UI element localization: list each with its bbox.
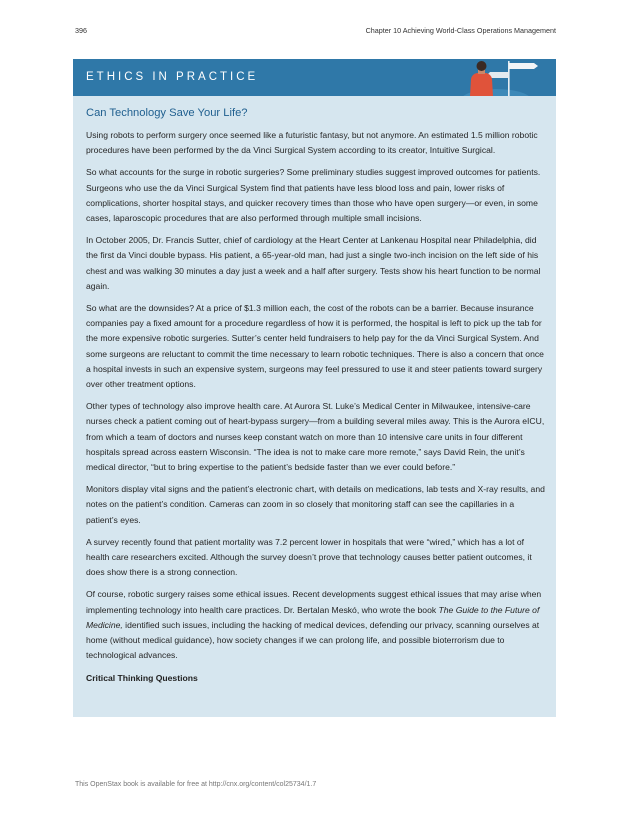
page-header (75, 26, 556, 38)
ethics-feature-box (73, 59, 556, 717)
paragraph: Using robots to perform surgery once seemed like a futuristic fantasy, but not anymore. An estimated 1.5 million robotic procedures have been performed by the da Vinci Surgical System according to its creator, Intuitive Surgical. (86, 130, 538, 156)
chapter-title: Chapter 10 Achieving World-Class Operations Management (365, 26, 556, 35)
paragraph: Monitors display vital signs and the patient’s electronic chart, with details on medications, lab tests and X-ray results, and notes on the patient’s condition. Cameras can zoom in so closely that monitoring staff can see the capillaries in a patient’s eyes. (86, 484, 545, 525)
article-title: Can Technology Save Your Life? (86, 107, 248, 119)
paragraph: A survey recently found that patient mortality was 7.2 percent lower in hospitals that were “wired,” which has a lot of health care researchers excited. Although the survey doesn’t prove that technology causes better patient outcomes, it does show there is a strong connection. (86, 536, 532, 578)
critical-thinking-heading: Critical Thinking Questions (86, 672, 198, 683)
paragraph: So what are the downsides? At a price of $1.3 million each, the cost of the robots can be a barrier. Because insurance companies pay a fixed amount for a procedure regardless of how it is performed, the hospital is left to pick up the tab for the more expensive robotic surgeries. Sutter’s center held fundraisers to help pay for the da Vinci Surgical System. And some surgeons are reluctant to commit the time necessary to learn robotic techniques. There is also a concern that once a hospital invests in such an expensive system, surgeons may feel pressured to use it and steer patients toward surgery over other treatment options. (86, 303, 544, 390)
paragraph: Other types of technology also improve health care. At Aurora St. Luke’s Medical Center in Milwaukee, intensive-care nurses check a patient coming out of heart-bypass surgery—from a building several miles away. This is the Aurora eICU, from which a team of doctors and nurses keep constant watch on more than 10 intensive care units in four different hospitals spread across eastern Wisconsin. “The idea is not to make care more remote,” says David Rein, the unit’s medical director, “but to bring expertise to the patient’s bedside faster than we ever could before.” (86, 401, 545, 473)
paragraph: In October 2005, Dr. Francis Sutter, chief of cardiology at the Heart Center at Lankenau Hospital near Philadelphia, did the first da Vinci double bypass. His patient, a 65-year-old man, had just a single two-inch incision on the left side of his chest and was walking 30 minutes a day just a week and a half after surgery. Tests show his heart function to be normal again. (86, 235, 541, 291)
page-number: 396 (75, 26, 87, 35)
paragraph-text-before: Of course, robotic surgery raises some ethical issues. Recent developments suggest ethical issues that may arise when implementing technology into health care practices. Dr. Bertalan Meskó, who wrote the book (86, 589, 542, 615)
feature-banner (73, 59, 556, 96)
banner-title: ETHICS IN PRACTICE (86, 71, 259, 83)
book-title: The Guide to the Future of Medicine, (86, 604, 540, 630)
paragraph-ethical-issues (86, 587, 546, 663)
footer-note: This OpenStax book is available for free at http://cnx.org/content/col25734/1.7 (75, 781, 317, 788)
feature-content (86, 107, 546, 685)
person-at-signpost-icon (456, 59, 556, 96)
paragraph: So what accounts for the surge in robotic surgeries? Some preliminary studies suggest improved outcomes for patients. Surgeons who use the da Vinci Surgical System find that patients have less blood loss and pain, lower risks of complications, shorter hospital stays, and quicker recovery times than those who have open surgery—or even, in some cases, laparoscopic procedures that are also performed through multiple small incisions. (86, 167, 541, 224)
paragraph-text-after: identified such issues, including the hacking of medical devices, defending our privacy, scanning ourselves at home (without medical guidance), how society changes if we can prolong life, and possible bioterrorism due to technological advances. (86, 619, 540, 661)
